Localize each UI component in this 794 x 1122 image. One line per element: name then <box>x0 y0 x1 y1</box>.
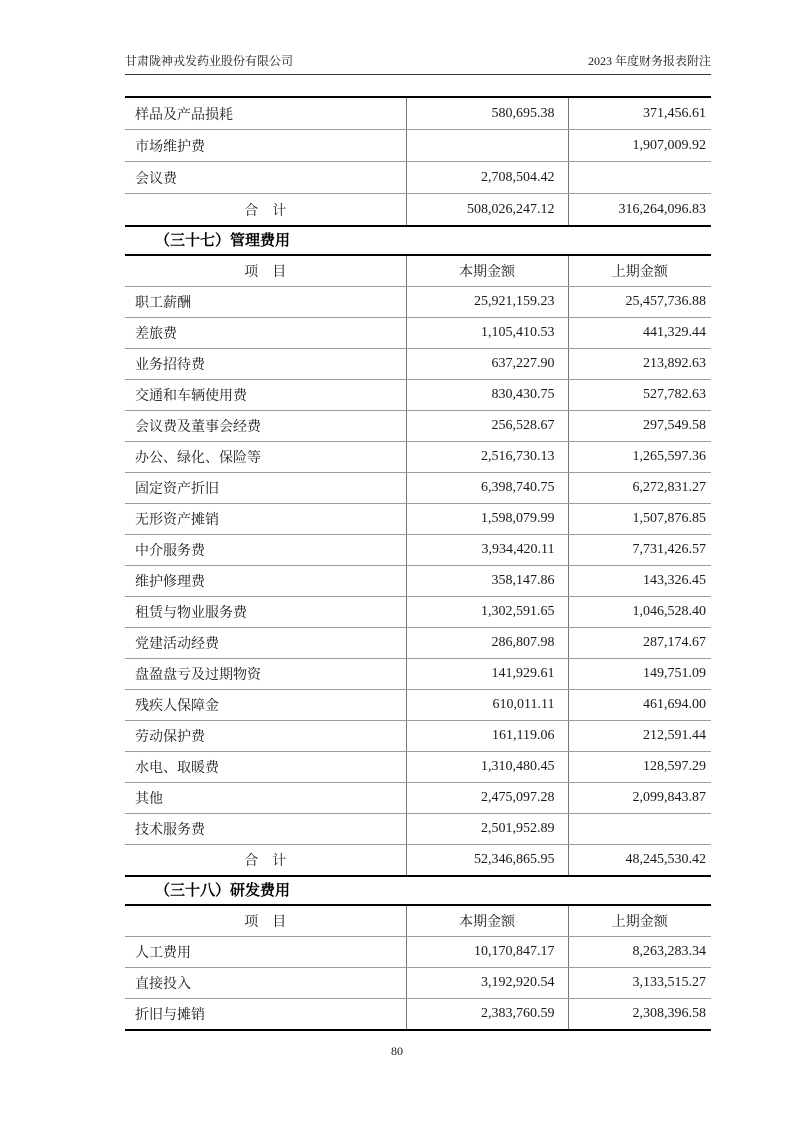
table-row <box>125 535 711 566</box>
current-period-value: 3,934,420.11 <box>406 535 568 566</box>
row-label: 盘盈盘亏及过期物资 <box>125 659 406 690</box>
prior-period-value: 2,099,843.87 <box>568 783 711 814</box>
row-label: 合 计 <box>244 203 287 219</box>
current-period-value: 3,192,920.54 <box>406 968 568 999</box>
prior-period-value: 2,308,396.58 <box>568 999 711 1031</box>
prior-period-value: 149,751.09 <box>568 659 711 690</box>
prior-period-value: 48,245,530.42 <box>568 845 711 877</box>
row-label: 其他 <box>125 783 406 814</box>
column-header-current: 本期金额 <box>406 255 568 287</box>
column-header-current: 本期金额 <box>406 905 568 937</box>
current-period-value: 161,119.06 <box>406 721 568 752</box>
table-row <box>125 628 711 659</box>
row-label: 直接投入 <box>125 968 406 999</box>
current-period-value: 10,170,847.17 <box>406 937 568 968</box>
row-label: 党建活动经费 <box>125 628 406 659</box>
prior-period-value: 441,329.44 <box>568 318 711 349</box>
row-label: 会议费及董事会经费 <box>125 411 406 442</box>
current-period-value: 52,346,865.95 <box>406 845 568 877</box>
prior-period-value: 527,782.63 <box>568 380 711 411</box>
section-heading: （三十八）研发费用 <box>155 883 291 899</box>
prior-period-value: 213,892.63 <box>568 349 711 380</box>
current-period-value: 2,383,760.59 <box>406 999 568 1031</box>
table-row <box>125 752 711 783</box>
row-label: 水电、取暖费 <box>125 752 406 783</box>
current-period-value: 358,147.86 <box>406 566 568 597</box>
row-label: 样品及产品损耗 <box>125 97 406 130</box>
prior-period-value: 1,507,876.85 <box>568 504 711 535</box>
expense-table <box>125 904 711 1031</box>
current-period-value <box>406 130 568 162</box>
table-row <box>125 721 711 752</box>
column-header-prior: 上期金额 <box>568 255 711 287</box>
current-period-value: 1,598,079.99 <box>406 504 568 535</box>
row-label: 劳动保护费 <box>125 721 406 752</box>
row-label: 职工薪酬 <box>125 287 406 318</box>
row-label: 折旧与摊销 <box>135 1008 205 1023</box>
prior-period-value: 461,694.00 <box>568 690 711 721</box>
table-row <box>125 690 711 721</box>
row-label: 无形资产摊销 <box>125 504 406 535</box>
section-rd-expense <box>125 881 711 1031</box>
prior-period-value <box>568 162 711 194</box>
table-row <box>125 597 711 628</box>
prior-period-value: 3,133,515.27 <box>568 968 711 999</box>
current-period-value: 637,227.90 <box>406 349 568 380</box>
current-period-value: 25,921,159.23 <box>406 287 568 318</box>
section-sales-expense-continued <box>125 96 711 227</box>
section-heading: （三十七）管理费用 <box>155 233 291 249</box>
table-header-row <box>125 255 711 287</box>
row-label: 技术服务费 <box>125 814 406 845</box>
row-label: 合 计 <box>244 854 287 869</box>
table-row <box>125 659 711 690</box>
prior-period-value: 128,597.29 <box>568 752 711 783</box>
row-label: 人工费用 <box>125 937 406 968</box>
row-label: 业务招待费 <box>125 349 406 380</box>
total-row <box>125 845 711 877</box>
prior-period-value: 8,263,283.34 <box>568 937 711 968</box>
table-row <box>125 318 711 349</box>
company-name: 甘肃陇神戎发药业股份有限公司 <box>125 54 294 68</box>
row-label: 差旅费 <box>125 318 406 349</box>
prior-period-value: 297,549.58 <box>568 411 711 442</box>
prior-period-value: 371,456.61 <box>568 97 711 130</box>
table-row <box>125 97 711 130</box>
expense-table <box>125 254 711 877</box>
table-row <box>125 999 711 1031</box>
current-period-value: 286,807.98 <box>406 628 568 659</box>
prior-period-value: 25,457,736.88 <box>568 287 711 318</box>
table-row <box>125 411 711 442</box>
table-row <box>125 566 711 597</box>
row-label: 中介服务费 <box>125 535 406 566</box>
section-admin-expense <box>125 231 711 877</box>
current-period-value: 141,929.61 <box>406 659 568 690</box>
current-period-value: 2,501,952.89 <box>406 814 568 845</box>
column-header-item: 项 目 <box>125 905 406 937</box>
page-number: 80 <box>391 1044 403 1058</box>
table-row <box>125 937 711 968</box>
prior-period-value <box>568 814 711 845</box>
current-period-value: 256,528.67 <box>406 411 568 442</box>
prior-period-value: 316,264,096.83 <box>568 194 711 227</box>
document-body <box>125 96 711 1031</box>
row-label: 残疾人保障金 <box>125 690 406 721</box>
doc-title: 2023 年度财务报表附注 <box>587 54 711 68</box>
table-header-row <box>125 905 711 937</box>
current-period-value: 1,105,410.53 <box>406 318 568 349</box>
prior-period-value: 6,272,831.27 <box>568 473 711 504</box>
current-period-value: 830,430.75 <box>406 380 568 411</box>
table-row <box>125 442 711 473</box>
table-row <box>125 130 711 162</box>
current-period-value: 1,302,591.65 <box>406 597 568 628</box>
prior-period-value: 1,046,528.40 <box>568 597 711 628</box>
current-period-value: 610,011.11 <box>406 690 568 721</box>
table-row <box>125 783 711 814</box>
prior-period-value: 7,731,426.57 <box>568 535 711 566</box>
table-row <box>125 968 711 999</box>
page-header <box>125 52 711 75</box>
prior-period-value: 143,326.45 <box>568 566 711 597</box>
row-label: 会议费 <box>125 162 406 194</box>
current-period-value: 580,695.38 <box>406 97 568 130</box>
row-label: 维护修理费 <box>125 566 406 597</box>
column-header-prior: 上期金额 <box>568 905 711 937</box>
current-period-value: 2,516,730.13 <box>406 442 568 473</box>
column-header-item: 项 目 <box>125 255 406 287</box>
prior-period-value: 1,265,597.36 <box>568 442 711 473</box>
prior-period-value: 287,174.67 <box>568 628 711 659</box>
table-row <box>125 349 711 380</box>
table-row <box>125 473 711 504</box>
prior-period-value: 1,907,009.92 <box>568 130 711 162</box>
current-period-value: 1,310,480.45 <box>406 752 568 783</box>
expense-table <box>125 96 711 227</box>
table-row <box>125 287 711 318</box>
table-row <box>125 380 711 411</box>
table-row <box>125 162 711 194</box>
row-label: 租赁与物业服务费 <box>125 597 406 628</box>
row-label: 固定资产折旧 <box>125 473 406 504</box>
row-label: 市场维护费 <box>125 130 406 162</box>
current-period-value: 508,026,247.12 <box>406 194 568 227</box>
current-period-value: 6,398,740.75 <box>406 473 568 504</box>
table-row <box>125 814 711 845</box>
prior-period-value: 212,591.44 <box>568 721 711 752</box>
total-row <box>125 194 711 227</box>
row-label: 交通和车辆使用费 <box>125 380 406 411</box>
row-label: 办公、绿化、保险等 <box>125 442 406 473</box>
current-period-value: 2,708,504.42 <box>406 162 568 194</box>
current-period-value: 2,475,097.28 <box>406 783 568 814</box>
table-row <box>125 504 711 535</box>
